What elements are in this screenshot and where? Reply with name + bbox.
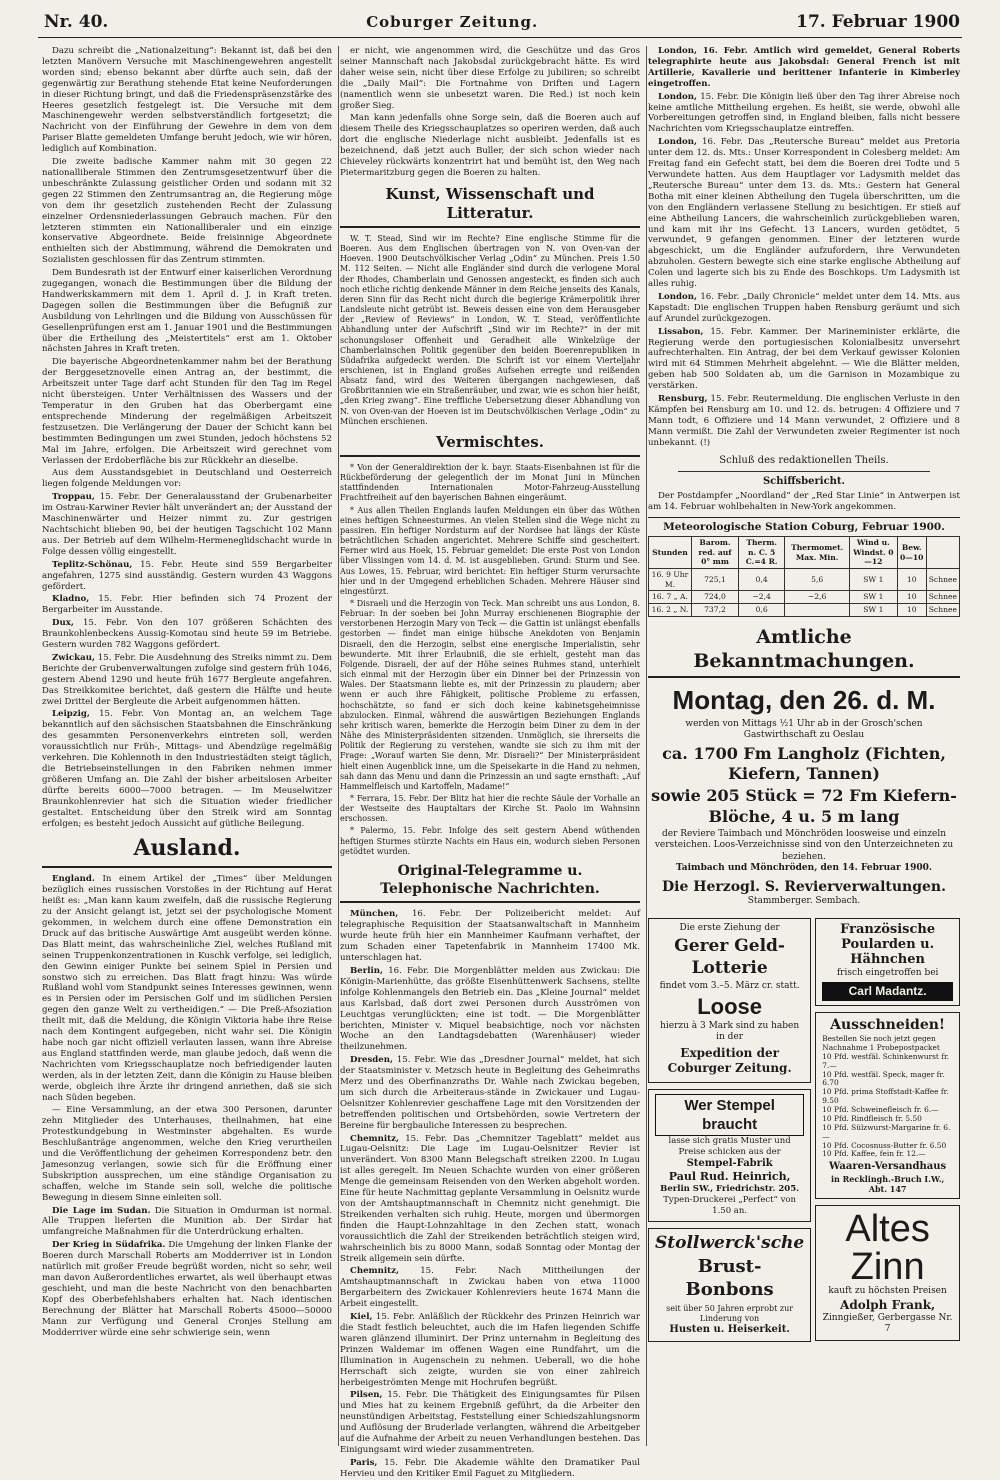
misc-item: * Aus allen Theilen Englands laufen Meldungen ein über das Wüthen eines heftigen Schneesturmes. An vielen Stellen sind die Wege nicht zu passiren. Ein heftiger Nordsturm auf der Nordsee hat längs der Küste beträchtlichen Schaden angerichtet. Mehrere Schiffe sind gescheitert. Ferner wird aus Hoek, 15. Februar gemeldet: Die erste Post von London über Vlissingen vom 14. d. M. ist ausgeblieben. Grund: Sturm und See. Aus Lowes, 15. Februar, wird berichtet: Ein heftiger Sturm verursachte hier und in der Umgegend erheblichen Schaden. Mehrere Häuser sind eingestürzt.	[340, 505, 640, 596]
weather-col-header: Thermomet. Max. Min.	[785, 537, 850, 569]
weather-cell: 16. 9 Uhr M.	[649, 569, 692, 591]
telegram-text: 15. Febr. Nach Mittheilungen der Amtshauptmannschaft in Zwickau haben von etwa 11000 Bergarbeitern des Zwickauer Kohlenreviers heute 1674 Mann die Arbeit eingestellt.	[340, 1266, 640, 1310]
weather-cell: 725,1	[691, 569, 738, 591]
paragraph: Dem Bundesrath ist der Entwurf einer kaiserlichen Verordnung zugegangen, wonach die Bestimmungen über die Bildung der Handwerkskammern mit dem 1. April d. J. in Kraft treten. Dagegen sollen die Bestimmungen über die Befugniß zur Ausbildung von Lehrlingen und die Bildung von Ausschüssen für Gesellenprüfungen erst am 1. Januar 1901 und die Bestimmungen über die Ertheilung des „Meistertitels“ erst am 1. Oktober nächsten Jahres in Kraft treten.	[42, 268, 332, 355]
stamp-ad-line: lasse sich gratis Muster und Preise schicken aus der	[668, 1136, 791, 1157]
auction-signature: Die Herzogl. S. Revierverwaltungen.	[662, 878, 946, 895]
mailorder-item: 10 Pfd. westfäl. Schinkenwurst fr. 7.—	[822, 1051, 950, 1070]
stamp-ad-line: Stempel-Fabrik	[686, 1157, 773, 1169]
telegram-place: Paris,	[350, 1457, 378, 1468]
review-text: W. T. Stead, Sind wir im Rechte? Eine englische Stimme für die Boeren. Aus dem Englischen übertragen von N. von Oven-van der Hoeven. 1900 Deutschvölkischer Verlag „Odin“ zu München. Preis 1.50 M. 112 Seiten. — Nicht alle Engländer sind durch die verlogene Moral der Rhodes, Chamberlain und Genossen angesteckt, es finden sich auch noch etliche richtig denkende Männer in dem Reiche jenseits des Kanals, deren Sinn für das Recht nicht durch die begierige Krämerpolitik ihrer Landsleute nicht getrübt ist. Beweis dessen eine von dem Herausgeber der „Review of Reviews“ in London, W. T. Stead, veröffentlichte Abhandlung unter der Aufschrift „Sind wir im Rechte?“ in der mit schonungsloser Offenheit und Geradheit alle Winkelzüge der Chamberlainschen Politik gegenüber den beiden Boerenrepubliken in Südafrika aufgedeckt werden. Die Schrift ist vor einem Vierteljahr erschienen, ist in England großes Aufsehen erregte und reißenden Absatz fand, wird des Weiteren übergangen nachgewiesen, daß Großbritannien wie ein Straßenräuber, und zwar, wie es schon hier heißt, „den Krieg zwang“. Eine treffliche Uebersetzung dieser Abhandlung von N. von Oven-van der Hoeven ist im Deutschvölkischen Verlage „Odin“ zu München erschienen.	[340, 233, 640, 426]
bonbons-line: Husten u. Heiserkeit.	[669, 1324, 790, 1336]
weather-cell: 737,2	[691, 603, 738, 616]
telegram-place: London,	[658, 137, 698, 148]
telegram-place: Dresden,	[350, 1055, 394, 1066]
telegram	[648, 46, 960, 90]
telegram-text: 15. Febr. Anläßlich der Rückkehr des Prinzen Heinrich war die Stadt festlich beleuchtet, auch die im Hafen liegenden Schiffe waren glänzend illuminirt. Der Prinz unternahm in Begleitung des Prinzen Waldemar im offenen Wagen eine Rundfahrt, um die Illumination in Augenschein zu nehmen. Ueberall, wo die hohe Herrschaft sich zeigte, wurden sie von einer zahlreich herbeigeströmten Menge mit Hochrufen begrüßt.	[340, 1312, 640, 1388]
tin-address: Zinngießer, Gerbergasse Nr. 7	[822, 1313, 953, 1335]
mailorder-firm: Waaren-Versandhaus	[829, 1161, 947, 1173]
telegram-text: 16. Febr. Amtlich wird gemeldet, General Roberts telegraphirte heute aus Jakobsdal: General French ist mit Artillerie, Kavallerie und berittener Infanterie in Kimberley eingetroffen.	[648, 46, 960, 89]
telegram-place: London,	[658, 91, 698, 102]
weather-cell: 0,4	[739, 569, 785, 591]
weather-cell	[785, 603, 850, 616]
editorial-end-note: Schluß des redaktionellen Theils.	[719, 454, 889, 466]
ads-grid	[648, 912, 960, 1342]
foreign-item	[42, 1206, 332, 1239]
mailorder-place: in Recklingh.-Bruch I.W., Abt. 147	[830, 1174, 945, 1195]
weather-table	[648, 536, 960, 616]
telegram	[340, 1312, 640, 1388]
report	[42, 709, 332, 829]
report-text: 15. Febr. Der Generalausstand der Grubenarbeiter im Ostrau-Karwiner Revier hält unverändert an; der Ausstand der Maschinenwärter und Heizer nimmt zu. Zur gestrigen Nachtschicht blieben 90, bei der heutigen Tagschicht 102 Mann aus. Der Betrieb auf dem Wilhelm-Hermeneglidschacht wurde in Folge dessen völlig eingestellt.	[42, 492, 332, 557]
telegram-text: 16. Febr. Die Morgenblätter melden aus Zwickau: Die Königin-Marienhütte, das größte Eisenhüttenwerk Sachsens, stellte infolge Kohlenmangels den Betrieb ein. Das „Kleine Journal“ meldet aus Karlsbad, daß dort zwei Personen durch Ausströmen von Leuchtgas verunglückten; eine ist todt. — Die Morgenblätter berichten, Minister v. Miquel beabsichtige, noch vor nächsten Woche an den Landtagsdebatten (Warenhäuser) wieder theilzunehmen.	[340, 965, 640, 1053]
telegram-place: London,	[658, 46, 698, 56]
stamp-ad-line: Typen-Druckerei „Perfect“ von 1.50 an.	[663, 1195, 796, 1216]
weather-row	[649, 569, 960, 591]
telegram	[648, 327, 960, 392]
auction-date: Montag, den 26. d. M.	[672, 684, 936, 715]
auction-item: sowie 205 Stück = 72 Fm Kiefern-Blöche, 4 u. 5 m lang	[651, 786, 957, 826]
report	[42, 492, 332, 557]
weather-cell: 5,6	[785, 569, 850, 591]
weather-cell: −2,4	[739, 591, 785, 604]
telegram-text: 16. Febr. Das „Reutersche Bureau“ meldet aus Pretoria unter dem 12. ds. Mts.: Unser Korrespondent in Colesberg meldet: Am Freitag fand ein Gefecht statt, bei dem die Boeren drei Todte und 5 Verwundete hatten. Aus dem Hauptlager vor Ladysmith meldet das „Reutersche Bureau“ unter dem 13. ds. Mts.: Gestern hat General Botha mit einer kleinen Abtheilung den Tugela überschritten, um die von den Engländern verlassene Stellung zu besichtigen. Er stieß auf eine Abtheilung Lancers, die wahrscheinlich zurückgeblieben waren, und kam mit ihr ins Gefecht. 13 Lancers, wurden getödtet, 5 verwundet, 9 gefangen genommen. Einer der letzteren wurde abgeschickt, um die Engländer aufzufordern, ihre Verwundeten abzuholen. Gestern bewegte sich eine starke englische Abtheilung auf Colen und lagerte sich bis zu Ende des Boschkops. Um Ladysmith ist alles ruhig.	[648, 137, 960, 290]
poultry-title: Französische Poularden u. Hähnchen	[840, 921, 936, 967]
column-1	[42, 46, 339, 1446]
stamp-ad-line: Berlin SW., Friedrichstr. 205.	[660, 1184, 800, 1195]
section-heading-amtliche: Amtliche Bekanntmachungen.	[648, 625, 960, 678]
masthead-rule	[38, 37, 962, 38]
paragraph: Dazu schreibt die „Nationalzeitung“: Bekannt ist, daß bei den letzten Manövern Versuche mit Maschinengewehren angestellt worden sind; ebenso bekannt aber dürfte auch sein, daß der gegenwärtig zur Berathung stehende Etat keine Neuforderungen in dieser Richtung bringt, und daß die Friedenspräsenzstärke des Heeres gesetzlich festgelegt ist. Die Versuche mit dem Maschinengewehr werden selbstverständlich fortgesetzt; die Nachricht von der Einführung der Gewehre in dem von dem Pariser Blatte gemeldeten Umfange beruht jedoch, wie wir hören, lediglich auf Kombination.	[42, 46, 332, 155]
telegram-text: 15. Febr. Reutermeldung. Die englischen Verluste in den Kämpfen bei Rensburg am 10. und 12. ds. betrugen: 4 Offiziere und 7 Mann todt, 6 Offiziere und 14 Mann verwundet, 2 Offiziere und 8 Mann vermißt. Die Zahl der Verwundeten zweier Regimenter ist noch unbekannt. (!)	[648, 394, 960, 448]
telegram	[648, 292, 960, 325]
lottery-line: hierzu à 3 Mark sind zu haben in der	[660, 1020, 800, 1043]
lottery-seller: Expedition der Coburger Zeitung.	[667, 1045, 792, 1075]
mailorder-item: Bestellen Sie noch jetzt gegen Nachnahme 1 Probepostpacket	[822, 1034, 940, 1052]
weather-row	[649, 603, 960, 616]
telegram	[340, 909, 640, 964]
tin-merchant: Adolph Frank,	[840, 1297, 936, 1312]
report-text: 15. Febr. Von den 107 größeren Schächten des Braunkohlenbeckens Aussig-Komotau sind heute 59 im Betriebe. Gestern wurden 782 Waggons gefördert.	[42, 618, 333, 651]
weather-cell: 16. 7 „ A.	[649, 591, 692, 604]
telegram-text: 16. Febr. „Daily Chronicle“ meldet unter dem 14. Mts. aus Kapstadt: Die englischen Truppen haben Rensburg geräumt und sich auf Arundel zurückgezogen.	[648, 291, 960, 324]
weather-cell: 10	[897, 603, 926, 616]
misc-item: * Ferrara, 15. Febr. Der Blitz hat hier die rechte Säule der Vorhalle an der Westseite des Hauptaltars der Kirche St. Paolo im Wahnsinn erschossen.	[340, 793, 640, 824]
telegram	[340, 1134, 640, 1265]
telegram-place: München,	[350, 909, 399, 920]
report-place: Troppau,	[52, 492, 95, 503]
paragraph: Die zweite badische Kammer nahm mit 30 gegen 22 nationalliberale Stimmen den Zentrumsgesetzentwurf über die unbeschränkte Zulassung geistlicher Orden und sodann mit 32 gegen 22 Stimmen den Zentrumsantrag an, die Regierung möge von dem ihr gesetzlich zustehenden Recht der Zulassung einzelner Ordensniederlassungen Gebrauch machen. Für den letzteren stimmten ein Nationalliberaler und ein einzige konservative Abgeordnete. Beide freisinnige Abgeordnete enthielten sich der Abstimmung, während die Demokraten und Sozialisten geschlossen für das Zentrum stimmten.	[42, 157, 332, 266]
telegram	[340, 1390, 640, 1455]
auction-names: Stammberger. Sembach.	[747, 896, 861, 907]
newspaper-title: Coburger Zeitung.	[366, 13, 539, 31]
lottery-line: Die erste Ziehung der	[679, 922, 780, 933]
foreign-place: Der Krieg in Südafrika.	[52, 1240, 166, 1251]
telegram-place: Pilsen,	[350, 1390, 383, 1401]
weather-cell: Schnee	[926, 569, 959, 591]
bonbons-title: Brust-Bonbons	[685, 1256, 774, 1301]
mailorder-item: 10 Pfd. Sülzwurst-Margarine fr. 6.—	[822, 1122, 951, 1141]
tin-line: kauft zu höchsten Preisen	[828, 1286, 947, 1297]
telegram-text: 16. Febr. Der Polizeibericht meldet: Auf telegraphische Requisition der Staatsanwaltschaft in Mannheim wurde heute früh hier ein Mannheimer Kaufmann verhaftet, der zum Schaden einer Tapetenfabrik in Mannheim 17400 Mk. unterschlagen hat.	[340, 909, 641, 964]
report-place: Teplitz-Schönau,	[52, 559, 133, 570]
column-3	[648, 46, 960, 1446]
lottery-name: Gerer Geld-Lotterie	[674, 936, 785, 978]
report-place: Leipzig,	[52, 709, 90, 720]
weather-row	[649, 591, 960, 604]
weather-cell: Schnee	[926, 603, 959, 616]
weather-col-header: Therm. n. C. 5 C.=4 R.	[739, 537, 785, 569]
mailorder-item: 10 Pfd. Rindfleisch fr. 5.50	[822, 1113, 922, 1123]
weather-cell: SW 1	[849, 603, 897, 616]
telegram	[648, 394, 960, 449]
bonbons-ad	[648, 1228, 811, 1342]
telegram-place: London,	[658, 291, 698, 302]
tin-title: Altes Zinn	[845, 1208, 930, 1289]
telegram	[340, 1266, 640, 1310]
telegram	[340, 1055, 640, 1131]
report-text: 15. Febr. Die Ausdehnung des Streiks nimmt zu. Dem Berichte der Grubenverwaltungen zufolge sind gestern früh 1046, gestern Abend 1290 und heute früh 1677 Bergleute angefahren. Das Streikkomitee berichtet, daß gestern die Hälfte und heute zwei Drittel der Bergleute die Arbeit aufgenommen hätten.	[42, 652, 333, 707]
report-place: Dux,	[52, 618, 74, 629]
mailorder-ad	[815, 1012, 960, 1199]
ship-report-heading: Schiffsbericht.	[762, 476, 846, 488]
report-text: 15. Febr. Heute sind 559 Bergarbeiter angefahren, 1275 sind ausständig. Gestern wurden 43 Waggons gefördert.	[42, 559, 332, 592]
mailorder-item: 10 Pfd. Kaffee, fein fr. 12.—	[822, 1149, 926, 1159]
ads-right-column	[815, 912, 960, 1342]
weather-col-header: Barom. red. auf 0° mm	[691, 537, 738, 569]
mailorder-item: 10 Pfd. westfäl. Speck, mager fr. 6.70	[822, 1069, 945, 1088]
telegram-place: Lissabon,	[658, 326, 704, 337]
section-heading-telegramme: Original-Telegramme u. Telephonische Nachrichten.	[340, 863, 640, 904]
report-place: Zwickau,	[52, 652, 95, 663]
report	[42, 618, 332, 651]
weather-cell: SW 1	[849, 591, 897, 604]
mailorder-title: Ausschneiden!	[830, 1017, 946, 1034]
telegram-place: Rensburg,	[658, 394, 708, 405]
report	[42, 594, 332, 616]
divider	[678, 471, 930, 472]
telegram-text: 15. Febr. Die Thätigkeit des Einigungsamtes für Pilsen und Mies hat zu keinem Ergebniß geführt, da die Arbeiter den neunstündigen Arbeitstag, Feststellung einer Schiedszahlungsnorm und Auflösung der Bruderlade verlangten, während die Arbeitgeber auf die Aufnahme der Arbeit zu neuen Verhandlungen bestehen. Das Einigungsamt wird wieder zusammentreten.	[340, 1390, 640, 1455]
foreign-text: Die Umgehung der linken Flanke der Boeren durch Marschall Roberts am Modderriver ist in London natürlich mit großer Freude begrüßt worden, nicht so sehr, weil man davon Außerordentliches erwartet, als weil überhaupt etwas geschieht, und man die beste Nachricht von den benachbarten Kopf des Oberbefehlshabers erhalten hat. Nach identischen Berechnung der Blätter hat Marschall Roberts 45000—50000 Mann zur Verfügung und General Cronjes Stellung am Modderriver würde eine sehr schwierige sein, wenn	[42, 1240, 332, 1338]
weather-cell: −2,6	[785, 591, 850, 604]
telegram-text: 15. Febr. Kammer. Der Marineminister erklärte, die Regierung werde den portugiesischen Kolonialbesitz unversehrt aufrechterhalten. Ein Antrag, der bei dem Verkauf gewisser Kolonien wird mit 64 Stimmen Mehrheit abgelehnt. — Wie die Blätter melden, geben hab 500 Soldaten ab, um die Garnison in Mozambique zu verstärken.	[648, 326, 960, 392]
stamp-ad-title: Wer Stempel braucht	[655, 1094, 804, 1136]
auction-item: ca. 1700 Fm Langholz (Fichten, Kiefern, Tannen)	[662, 743, 946, 784]
telegram-text: 15. Febr. Die Königin ließ über den Tag ihrer Abreise noch keine amtliche Mittheilung ergehen. Es heißt, sie werde, obwohl alle Vorbereitungen getroffen sind, in England bleiben, falls nicht bessere Nachrichten vom Kriegsschauplatze eintreffen.	[648, 91, 960, 135]
issue-date: 17. Februar 1900	[796, 12, 960, 32]
auction-notice	[648, 684, 960, 908]
telegram	[340, 966, 640, 1053]
weather-cell: 724,0	[691, 591, 738, 604]
telegram-place: Kiel,	[350, 1312, 373, 1323]
paragraph: Die bayerische Abgeordnetenkammer nahm bei der Berathung der Berggesetznovelle einen Antrag an, der bestimmt, die Arbeitszeit unter Tage darf acht Stunden für den Tag im Regel nicht übersteigen. Unter Verhältnissen des Wassers und der Temperatur in den Gruben hat das Oberbergamt eine entsprechende Minderung der regelmäßigen Arbeitszeit festzusetzen. Die Verlängerung der Dauer der Schicht kann bei bestimmten Bedingungen um zwei Stunden, jedoch höchstens 52 Mal im Jahre, erfolgen. Die Arbeitszeit wird gerechnet vom Verlassen der Erdoberfläche bis zur Rückkehr an dieselbe.	[42, 357, 332, 466]
weather-header-row	[649, 537, 960, 569]
poultry-merchant: Carl Madantz.	[822, 982, 953, 1001]
weather-cell: 0,6	[739, 603, 785, 616]
section-heading-vermischtes: Vermischtes.	[340, 433, 640, 457]
column-2	[340, 46, 647, 1479]
section-heading-kunst: Kunst, Wissenschaft und Litteratur.	[340, 185, 640, 228]
mailorder-item: 10 Pfd. prima Stoffstadt-Kaffee fr. 9.50	[822, 1087, 949, 1106]
misc-item: * Disraeli und die Herzogin von Teck. Man schreibt uns aus London, 8. Februar: In der soeben bei John Murray erschienenen Biographie der verstorbenen Herzogin Mary von Teck — die Gattin ist unlängst ebenfalls gestorben — findet man einige hübsche Anekdoten von Benjamin Disraeli, den die Herzogin, selbst eine energische Imperialistin, sehr bewunderte. Mit ihrer Erlaubniß, die sie erhielt, gesteht man das Folgende. Disraeli, der auf der Höhe seines Ruhmes stand, unterhielt sich einmal mit der Herzogin über ein Dinner bei der Prinzessin von Wales. Der Staatsmann liebte es, mit der Prinzessin zu plaudern; aber wenn er auch ihre Fähigkeit, politische Probleme zu erfassen, hochschätzte, so fand er sich doch keine kabinetsgeheimnisse abzulocken. Einmal, während die auswärtigen Beziehungen Englands sehr kritisch waren, bemerkte die Herzogin beim Diner zu dem in der Nähe des Ministerpräsidenten sitzenden. Unmöglich, sie ihrerseits die Politik der Regierung zu verstehen, wandte sie sich zu ihm mit der Frage: „Worauf warten Sie denn, Mr. Disraeli?“ Der Ministerpräsident hielt einen Augenblick inne, um die Speisekarte in die Hand zu nehmen, sah dann das Menu und dann die Prinzessin an und sagte ernsthaft: „Auf Hammelfleisch und Kartoffeln, Madame!“	[340, 599, 640, 791]
ship-report-text: Der Postdampfer „Noordland“ der „Red Star Linie“ in Antwerpen ist am 14. Februar wohlbehalten in New-York angekommen.	[648, 491, 960, 512]
foreign-place: Die Lage im Sudan.	[52, 1205, 151, 1216]
report-place: Kladno,	[52, 594, 90, 605]
weather-cell: 10	[897, 569, 926, 591]
section-heading-ausland: Ausland.	[42, 835, 332, 868]
poultry-ad	[815, 918, 960, 1006]
poultry-line: frisch eingetroffen bei	[836, 967, 939, 978]
foreign-text: Die Situation in Omdurman ist normal. Alle Truppen lieferten die Munition ab. Der Sirdar hat umfangreiche Maßnahmen für die Unterdrückung erhalten.	[42, 1205, 332, 1238]
lottery-ad	[648, 918, 811, 1083]
mailorder-item: 10 Pfd. Schweinefleisch fr. 6.—	[822, 1105, 939, 1115]
mailorder-item: 10 Pfd. Cocosnuss-Butter fr. 6.50	[822, 1140, 947, 1150]
tin-ad	[815, 1205, 960, 1341]
paragraph: Man kann jedenfalls ohne Sorge sein, daß die Boeren auch auf diesem Theile des Kriegsschauplatzes so operiren werden, daß auch dort die englische Niederlage nicht ausbleibt. Jedenfalls ist es bezeichnend, daß jetzt auch Buller, der sich schon wieder nach Chieveley rückwärts konzentrirt hat und bemüht ist, den Weg nach Pietermaritzburg gegen die Boeren zu halten.	[340, 113, 640, 178]
bonbons-brand: Stollwerck'sche	[655, 1232, 805, 1253]
telegram	[340, 1458, 640, 1480]
lottery-loose: Loose	[697, 993, 763, 1019]
lottery-line: findet vom 3.–5. März cr. statt.	[659, 981, 800, 992]
weather-col-header: Bew. 0—10	[897, 537, 926, 569]
weather-col-header: Stunden	[649, 537, 692, 569]
telegram-place: Chemnitz,	[350, 1133, 400, 1144]
report-text: 15. Febr. Hier befinden sich 74 Prozent der Bergarbeiter im Ausstande.	[42, 594, 332, 616]
stamp-ad	[648, 1089, 811, 1222]
telegram	[648, 92, 960, 136]
paragraph: Aus dem Ausstandsgebiet in Deutschland und Oesterreich liegen folgende Meldungen vor:	[42, 468, 332, 490]
report	[42, 653, 332, 708]
weather-cell: SW 1	[849, 569, 897, 591]
foreign-text: — Eine Versammlung, an der etwa 300 Personen, darunter zehn Mitglieder des Unterhauses, theilnahmen, hat eine Protestkundgebung in Westminster abgehalten. Es wurde Beschlußanträge angenommen, welche den Krieg verurtheilen und die Veröffentlichung der geheimen Korrespondenz betr. den Jamesonzug verlangen, sowie sich für die Eröffnung einer Subskription aussprechen, um eine ständige Organisation zu schaffen, welche im Stande sein soll, welche die politische Bewegung in diesem Sinne einleiten soll.	[42, 1105, 332, 1203]
foreign-item	[42, 1240, 332, 1338]
telegram-text: 15. Febr. Die Akademie wählte den Dramatiker Paul Hervieu und den Kritiker Emil Faguet zu Mitgliedern.	[340, 1457, 640, 1479]
telegram-place: Chemnitz,	[350, 1266, 400, 1277]
foreign-item	[42, 1105, 332, 1203]
issue-number: Nr. 40.	[44, 12, 109, 32]
stamp-ad-line: Paul Rud. Heinrich,	[668, 1170, 791, 1184]
weather-col-header: Wind u. Windst. 0—12	[849, 537, 897, 569]
weather-cell: Schnee	[926, 591, 959, 604]
foreign-text: In einem Artikel der „Times“ über Meldungen bezüglich eines russischen Vorstoßes in der Richtung auf Herat heißt es: „Man kann kaum zweifeln, daß die russische Regierung zu der Ansicht gelangt ist, jetzt sei der psychologische Moment gekommen, in welchem durch eine offene Demonstration ein Druck auf das britische Auswärtige Amt ausgeübt werden könne. Das Blatt meint, das wahrscheinliche Ziel, welches Rußland mit seinen Truppenkonzentrationen in Kuschk verfolge, sei lediglich, den Gewinn einiger Punkte bei seinem Spiel in Persien und sonstwo sich zu erreichen. Das Blatt fragt hinzu: Was würde Rußland wohl vom Standpunkt seines Interesses gewinnen, wenn es in Persien oder im Persischen Golf und im südlichen Persien gegen den ganze Welt zu vertheidigen.“ — Die Preß-Afsoziation theilt mit, daß die Meldung, die Königin Viktoria habe ihre Reise nach dem Kontingent aufgegeben, nicht wahr sei. Die Königin habe noch gar nicht offiziell verlauten lassen, wann ihre Abreise aus England stattfinden werde, man glaube jedoch, daß wenn die Nachrichten vom Kriegsschauplatze noch befriedigender lauten werden, als in der letzten Zeit, dann die Königin zu Hause bleiben werde, obgleich ihre Ärzte ihr dringend anriethen, daß sie sich nach Süden begeben.	[42, 874, 332, 1103]
telegram	[648, 137, 960, 290]
weather-cell: 10	[897, 591, 926, 604]
misc-item: * Von der Generaldirektion der k. bayr. Staats-Eisenbahnen ist für die Rückbeförderung der gelegentlich der im Monat Juni in München stattfindenden Internationalen Motor-Fahrzeug-Ausstellung Frachtfreiheit auf den bayerischen Bahnen eingeräumt.	[340, 462, 640, 503]
weather-table-title: Meteorologische Station Coburg, Februar 1900.	[648, 517, 960, 534]
auction-line: werden von Mittags ½1 Uhr ab in der Grosch'schen Gastwirthschaft zu Oeslau	[685, 718, 923, 741]
weather-col-header	[926, 537, 959, 569]
masthead	[0, 0, 1000, 44]
ads-left-column	[648, 912, 811, 1342]
telegram-text: 15. Febr. Wie das „Dresdner Journal“ meldet, hat sich der Staatsminister v. Metzsch heute in Begleitung des Geheimraths Merz und des Oberfinanzraths Dr. Wahle nach Zwickau begeben, um sich durch die Arbeiteraus-stände in Zwickauer und Lugau-Oelsnitzer Kohlenrevier geschaffene Lage mit den Vorsitzenden der betreffenden politischen und Ortsbehörden, sowie Vertretern der Bereine für bergbauliche Interessen zu besprechen.	[340, 1055, 640, 1131]
telegram-place: Berlin,	[350, 965, 384, 976]
auction-line: der Reviere Taimbach und Mönchröden loosweise und einzeln versteichen. Loos-Verzeichnisse sind von den Unterzeichneten zu beziehen.	[654, 828, 954, 862]
misc-item: * Palermo, 15. Febr. Infolge des seit gestern Abend wüthenden heftigen Sturmes stürzte Nachts ein Haus ein, wodurch sieben Personen getödtet wurden.	[340, 826, 640, 856]
telegram-text: 15. Febr. Das „Chemnitzer Tageblatt“ meldet aus Lugau-Oelsnitz: Die Lage im Lugau-Oelsnitzer Revier ist unverändert. Von 8300 Mann Belegschaft streiken 2200. In Lugau ist alles geregelt. Im Neuen Schachte wurden von einer größeren Menge die gemeinsam Reisenden von den Werken abgeholt worden. Eine für heute Nachmittag geplante Versammlung in Oelsnitz wurde von der Amtshauptmannschaft in Chemnitz nicht genehmigt. Die Streikenden verhalten sich ruhig. Heute, morgen und übermorgen finden die Haupt-Lohnzahltage in den Zechen statt, wonach voraussichtlich die Zahl der Streikenden beträchtlich steigen wird, wahrscheinlich bis zu 8000 Mann, sodaß Sonntag oder Montag der Streik allgemein sein dürfte.	[340, 1133, 640, 1264]
report	[42, 560, 332, 593]
foreign-place: England.	[52, 874, 95, 885]
foreign-item	[42, 874, 332, 1103]
report-text: 15. Febr. Von Montag an, an welchem Tage bekanntlich auf den sächsischen Staatsbahnen die Einschränkung des gesammten Personenverkehrs eintreten soll, werden voraussichtlich nur Früh-, Mittags- und Abendzüge regelmäßig verkehren. Die Kohlennoth in den Industriestädten steigt täglich, die Betriebseinstellungen in den Fabriken nehmen immer größeren Umfang an. Die Zahl der bisher arbeitslosen Arbeiter dürfte bereits 6000—7000 betragen. — Im Meuselwitzer Braunkohlenrevier hat sich die Situation wieder friedlicher gestaltet. Entscheidung über den Streik wird am Sonntag erfolgen; es besteht jedoch Aussicht auf gütliche Beilegung.	[42, 709, 332, 829]
auction-place-date: Taimbach und Mönchröden, den 14. Februar 1900.	[675, 863, 933, 874]
weather-cell: 16. 2 „ N.	[649, 603, 692, 616]
bonbons-line: seit über 50 Jahren erprobt zur Linderung von	[666, 1304, 794, 1324]
paragraph: er nicht, wie angenommen wird, die Geschütze und das Gros seiner Mannschaft nach Jakobsdal zurückgebracht hätte. Es wird daher weise sein, nicht über diese Erfolge zu jubiliren; so schreibt die „Daily Mail“: Die Fortnahme von Driften und Lagern (namentlich wenn sie unbesetzt waren. Die Red.) ist noch kein großer Sieg.	[340, 46, 640, 111]
